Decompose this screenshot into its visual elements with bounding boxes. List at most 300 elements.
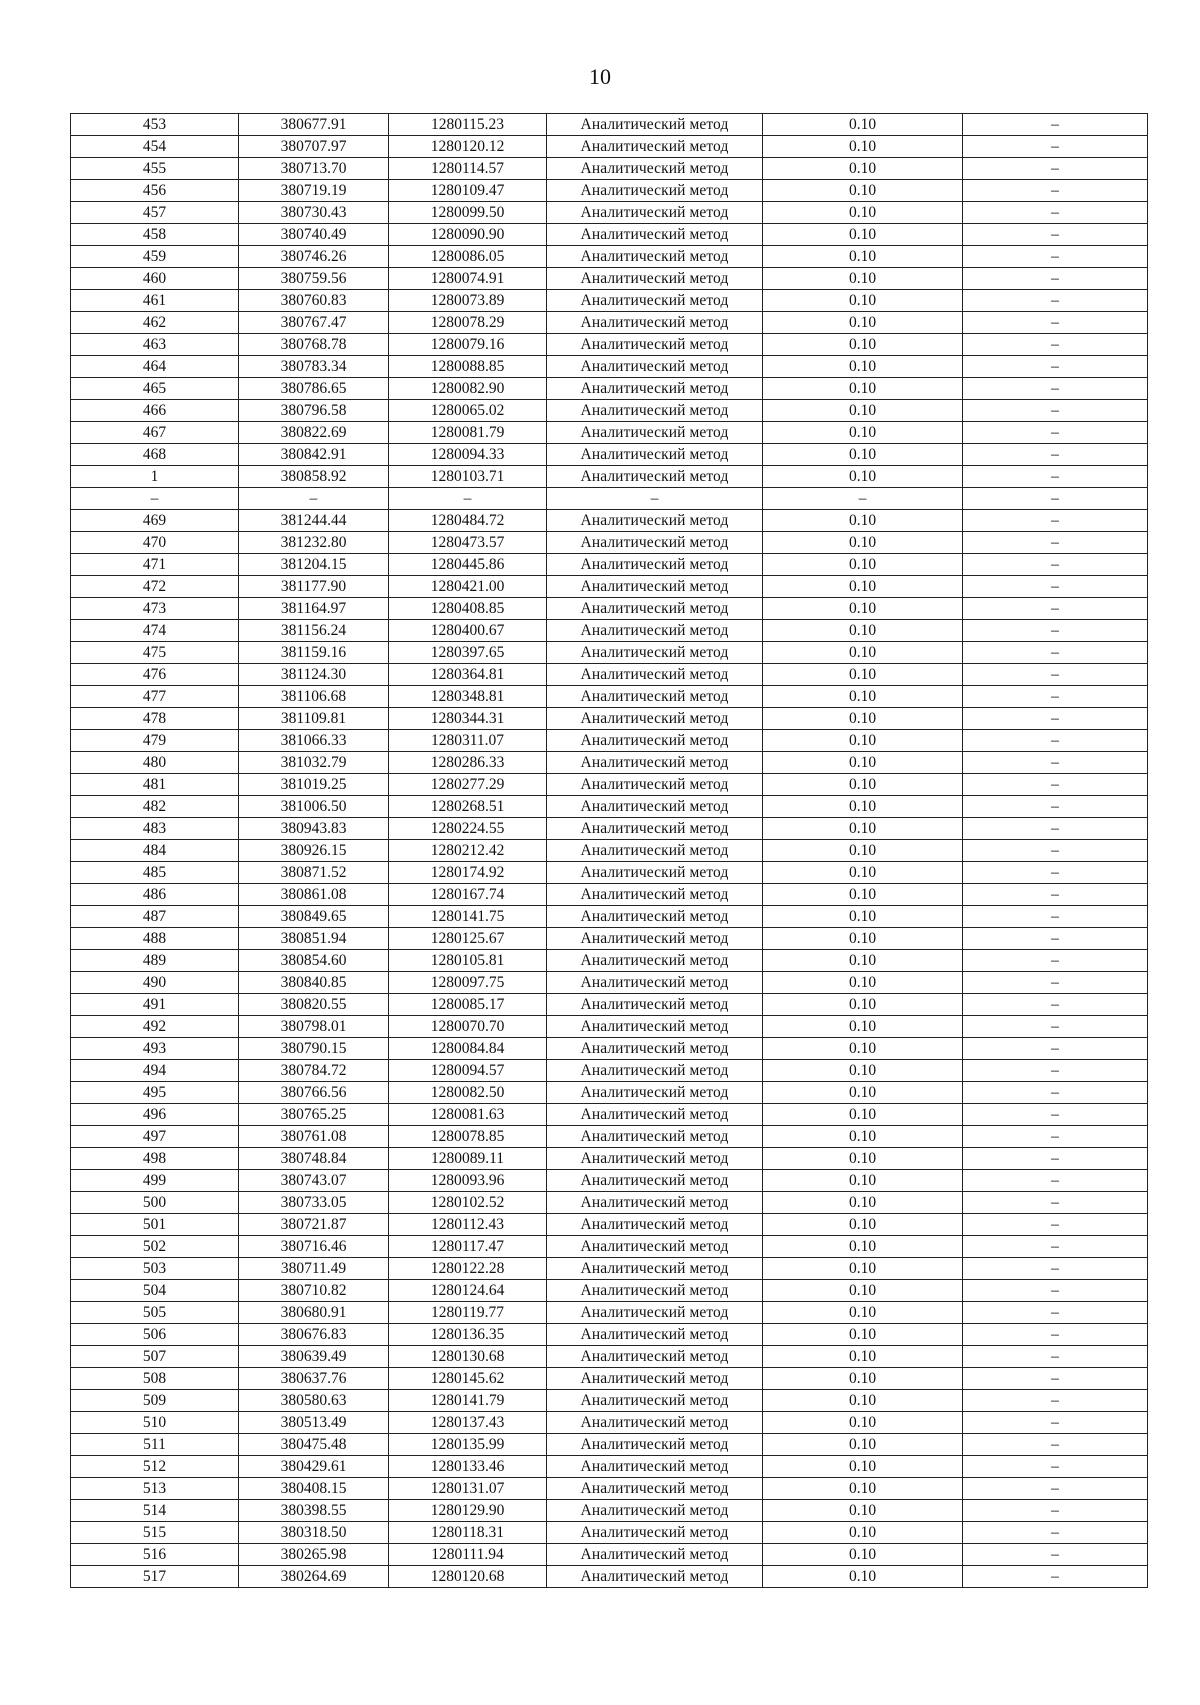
table-body	[71, 114, 1148, 1588]
y-coordinate-cell: 1280348.81	[389, 686, 547, 708]
table-row	[71, 1038, 1148, 1060]
method-cell: Аналитический метод	[547, 928, 763, 950]
table-row	[71, 884, 1148, 906]
table-row	[71, 356, 1148, 378]
method-cell: Аналитический метод	[547, 774, 763, 796]
point-number-cell: 477	[71, 686, 239, 708]
point-number-cell: 478	[71, 708, 239, 730]
table-row	[71, 1016, 1148, 1038]
method-cell: Аналитический метод	[547, 950, 763, 972]
y-coordinate-cell: 1280311.07	[389, 730, 547, 752]
note-cell: –	[963, 708, 1148, 730]
y-coordinate-cell: 1280085.17	[389, 994, 547, 1016]
method-cell: Аналитический метод	[547, 1236, 763, 1258]
x-coordinate-cell: 380716.46	[239, 1236, 389, 1258]
accuracy-cell: 0.10	[763, 466, 963, 488]
table-row	[71, 290, 1148, 312]
table-row	[71, 114, 1148, 136]
point-number-cell: 506	[71, 1324, 239, 1346]
note-cell: –	[963, 488, 1148, 510]
x-coordinate-cell: 380710.82	[239, 1280, 389, 1302]
accuracy-cell: 0.10	[763, 378, 963, 400]
y-coordinate-cell: 1280130.68	[389, 1346, 547, 1368]
method-cell: Аналитический метод	[547, 1016, 763, 1038]
method-cell: Аналитический метод	[547, 510, 763, 532]
x-coordinate-cell: 381032.79	[239, 752, 389, 774]
point-number-cell: 457	[71, 202, 239, 224]
y-coordinate-cell: 1280445.86	[389, 554, 547, 576]
x-coordinate-cell: 380713.70	[239, 158, 389, 180]
x-coordinate-cell: 381066.33	[239, 730, 389, 752]
note-cell: –	[963, 1060, 1148, 1082]
note-cell: –	[963, 1544, 1148, 1566]
note-cell: –	[963, 1236, 1148, 1258]
method-cell: Аналитический метод	[547, 1368, 763, 1390]
accuracy-cell: 0.10	[763, 444, 963, 466]
table-row	[71, 466, 1148, 488]
point-number-cell: 486	[71, 884, 239, 906]
x-coordinate-cell: 381106.68	[239, 686, 389, 708]
point-number-cell: 484	[71, 840, 239, 862]
method-cell: Аналитический метод	[547, 466, 763, 488]
x-coordinate-cell: 380264.69	[239, 1566, 389, 1588]
note-cell: –	[963, 884, 1148, 906]
table-row	[71, 1522, 1148, 1544]
accuracy-cell: 0.10	[763, 312, 963, 334]
accuracy-cell: 0.10	[763, 356, 963, 378]
accuracy-cell: 0.10	[763, 1478, 963, 1500]
y-coordinate-cell: 1280484.72	[389, 510, 547, 532]
table-row	[71, 1368, 1148, 1390]
coordinates-table	[70, 113, 1148, 1588]
point-number-cell: 485	[71, 862, 239, 884]
accuracy-cell: 0.10	[763, 752, 963, 774]
table-row	[71, 312, 1148, 334]
x-coordinate-cell: 380796.58	[239, 400, 389, 422]
point-number-cell: 483	[71, 818, 239, 840]
y-coordinate-cell: 1280125.67	[389, 928, 547, 950]
x-coordinate-cell: 380676.83	[239, 1324, 389, 1346]
x-coordinate-cell: 380858.92	[239, 466, 389, 488]
method-cell: Аналитический метод	[547, 1478, 763, 1500]
x-coordinate-cell: 381124.30	[239, 664, 389, 686]
point-number-cell: 502	[71, 1236, 239, 1258]
table-row	[71, 928, 1148, 950]
y-coordinate-cell: 1280131.07	[389, 1478, 547, 1500]
y-coordinate-cell: 1280224.55	[389, 818, 547, 840]
x-coordinate-cell: 380740.49	[239, 224, 389, 246]
accuracy-cell: 0.10	[763, 708, 963, 730]
method-cell: Аналитический метод	[547, 1302, 763, 1324]
note-cell: –	[963, 1412, 1148, 1434]
method-cell: Аналитический метод	[547, 708, 763, 730]
y-coordinate-cell: 1280133.46	[389, 1456, 547, 1478]
table-row	[71, 1280, 1148, 1302]
point-number-cell: 498	[71, 1148, 239, 1170]
y-coordinate-cell: 1280473.57	[389, 532, 547, 554]
note-cell: –	[963, 1214, 1148, 1236]
table-row	[71, 972, 1148, 994]
method-cell: Аналитический метод	[547, 378, 763, 400]
note-cell: –	[963, 906, 1148, 928]
y-coordinate-cell: 1280086.05	[389, 246, 547, 268]
point-number-cell: 517	[71, 1566, 239, 1588]
method-cell: Аналитический метод	[547, 1126, 763, 1148]
note-cell: –	[963, 1522, 1148, 1544]
method-cell: Аналитический метод	[547, 972, 763, 994]
method-cell: Аналитический метод	[547, 906, 763, 928]
method-cell: Аналитический метод	[547, 884, 763, 906]
x-coordinate-cell: 381204.15	[239, 554, 389, 576]
note-cell: –	[963, 114, 1148, 136]
table-row	[71, 268, 1148, 290]
note-cell: –	[963, 1280, 1148, 1302]
note-cell: –	[963, 532, 1148, 554]
y-coordinate-cell: 1280094.57	[389, 1060, 547, 1082]
point-number-cell: 471	[71, 554, 239, 576]
y-coordinate-cell: 1280277.29	[389, 774, 547, 796]
method-cell: Аналитический метод	[547, 158, 763, 180]
note-cell: –	[963, 1368, 1148, 1390]
table-row	[71, 730, 1148, 752]
table-row	[71, 950, 1148, 972]
point-number-cell: 454	[71, 136, 239, 158]
note-cell: –	[963, 862, 1148, 884]
method-cell: Аналитический метод	[547, 312, 763, 334]
x-coordinate-cell: 380842.91	[239, 444, 389, 466]
x-coordinate-cell: 380767.47	[239, 312, 389, 334]
accuracy-cell: 0.10	[763, 730, 963, 752]
x-coordinate-cell: 380861.08	[239, 884, 389, 906]
y-coordinate-cell: 1280105.81	[389, 950, 547, 972]
accuracy-cell: 0.10	[763, 950, 963, 972]
y-coordinate-cell: 1280141.79	[389, 1390, 547, 1412]
y-coordinate-cell: 1280212.42	[389, 840, 547, 862]
accuracy-cell: 0.10	[763, 862, 963, 884]
method-cell: Аналитический метод	[547, 1170, 763, 1192]
y-coordinate-cell: 1280078.85	[389, 1126, 547, 1148]
x-coordinate-cell: 381177.90	[239, 576, 389, 598]
y-coordinate-cell: 1280103.71	[389, 466, 547, 488]
accuracy-cell: 0.10	[763, 180, 963, 202]
accuracy-cell: 0.10	[763, 1082, 963, 1104]
x-coordinate-cell: 380871.52	[239, 862, 389, 884]
table-row	[71, 400, 1148, 422]
point-number-cell: 470	[71, 532, 239, 554]
x-coordinate-cell: 380475.48	[239, 1434, 389, 1456]
table-row	[71, 1456, 1148, 1478]
accuracy-cell: 0.10	[763, 202, 963, 224]
accuracy-cell: 0.10	[763, 774, 963, 796]
note-cell: –	[963, 378, 1148, 400]
point-number-cell: 466	[71, 400, 239, 422]
method-cell: Аналитический метод	[547, 1192, 763, 1214]
y-coordinate-cell: 1280421.00	[389, 576, 547, 598]
accuracy-cell: 0.10	[763, 532, 963, 554]
accuracy-cell: 0.10	[763, 994, 963, 1016]
table-row	[71, 202, 1148, 224]
note-cell: –	[963, 972, 1148, 994]
note-cell: –	[963, 1170, 1148, 1192]
x-coordinate-cell: –	[239, 488, 389, 510]
y-coordinate-cell: 1280344.31	[389, 708, 547, 730]
y-coordinate-cell: 1280090.90	[389, 224, 547, 246]
accuracy-cell: 0.10	[763, 554, 963, 576]
method-cell: Аналитический метод	[547, 136, 763, 158]
note-cell: –	[963, 576, 1148, 598]
accuracy-cell: 0.10	[763, 796, 963, 818]
point-number-cell: 516	[71, 1544, 239, 1566]
accuracy-cell: 0.10	[763, 840, 963, 862]
x-coordinate-cell: 380580.63	[239, 1390, 389, 1412]
point-number-cell: 479	[71, 730, 239, 752]
point-number-cell: 487	[71, 906, 239, 928]
table-row	[71, 576, 1148, 598]
point-number-cell: 453	[71, 114, 239, 136]
x-coordinate-cell: 380707.97	[239, 136, 389, 158]
note-cell: –	[963, 1434, 1148, 1456]
y-coordinate-cell: 1280120.12	[389, 136, 547, 158]
y-coordinate-cell: 1280109.47	[389, 180, 547, 202]
y-coordinate-cell: 1280145.62	[389, 1368, 547, 1390]
note-cell: –	[963, 312, 1148, 334]
table-row	[71, 1236, 1148, 1258]
x-coordinate-cell: 380721.87	[239, 1214, 389, 1236]
point-number-cell: 505	[71, 1302, 239, 1324]
accuracy-cell: 0.10	[763, 400, 963, 422]
accuracy-cell: 0.10	[763, 1346, 963, 1368]
accuracy-cell: –	[763, 488, 963, 510]
table-row	[71, 1258, 1148, 1280]
x-coordinate-cell: 381232.80	[239, 532, 389, 554]
table-row	[71, 422, 1148, 444]
note-cell: –	[963, 1126, 1148, 1148]
accuracy-cell: 0.10	[763, 1522, 963, 1544]
method-cell: Аналитический метод	[547, 862, 763, 884]
point-number-cell: 511	[71, 1434, 239, 1456]
method-cell: Аналитический метод	[547, 554, 763, 576]
x-coordinate-cell: 380790.15	[239, 1038, 389, 1060]
table-row	[71, 1104, 1148, 1126]
y-coordinate-cell: 1280400.67	[389, 620, 547, 642]
y-coordinate-cell: 1280081.63	[389, 1104, 547, 1126]
x-coordinate-cell: 380711.49	[239, 1258, 389, 1280]
method-cell: Аналитический метод	[547, 576, 763, 598]
x-coordinate-cell: 380639.49	[239, 1346, 389, 1368]
point-number-cell: 500	[71, 1192, 239, 1214]
y-coordinate-cell: 1280118.31	[389, 1522, 547, 1544]
table-row	[71, 1082, 1148, 1104]
point-number-cell: 507	[71, 1346, 239, 1368]
point-number-cell: 462	[71, 312, 239, 334]
y-coordinate-cell: 1280141.75	[389, 906, 547, 928]
point-number-cell: 468	[71, 444, 239, 466]
table-row	[71, 708, 1148, 730]
accuracy-cell: 0.10	[763, 1566, 963, 1588]
table-row	[71, 510, 1148, 532]
method-cell: Аналитический метод	[547, 1148, 763, 1170]
x-coordinate-cell: 380730.43	[239, 202, 389, 224]
note-cell: –	[963, 1346, 1148, 1368]
x-coordinate-cell: 380759.56	[239, 268, 389, 290]
method-cell: Аналитический метод	[547, 268, 763, 290]
accuracy-cell: 0.10	[763, 224, 963, 246]
note-cell: –	[963, 158, 1148, 180]
point-number-cell: 499	[71, 1170, 239, 1192]
method-cell: Аналитический метод	[547, 1346, 763, 1368]
x-coordinate-cell: 380677.91	[239, 114, 389, 136]
method-cell: Аналитический метод	[547, 818, 763, 840]
table-row	[71, 862, 1148, 884]
y-coordinate-cell: 1280097.75	[389, 972, 547, 994]
method-cell: Аналитический метод	[547, 994, 763, 1016]
method-cell: Аналитический метод	[547, 686, 763, 708]
x-coordinate-cell: 380748.84	[239, 1148, 389, 1170]
y-coordinate-cell: 1280073.89	[389, 290, 547, 312]
table-row	[71, 1192, 1148, 1214]
note-cell: –	[963, 928, 1148, 950]
accuracy-cell: 0.10	[763, 1390, 963, 1412]
table-row	[71, 1060, 1148, 1082]
method-cell: Аналитический метод	[547, 1038, 763, 1060]
y-coordinate-cell: 1280117.47	[389, 1236, 547, 1258]
note-cell: –	[963, 136, 1148, 158]
x-coordinate-cell: 380926.15	[239, 840, 389, 862]
method-cell: Аналитический метод	[547, 730, 763, 752]
x-coordinate-cell: 380854.60	[239, 950, 389, 972]
method-cell: Аналитический метод	[547, 1412, 763, 1434]
note-cell: –	[963, 1456, 1148, 1478]
accuracy-cell: 0.10	[763, 642, 963, 664]
accuracy-cell: 0.10	[763, 1016, 963, 1038]
y-coordinate-cell: –	[389, 488, 547, 510]
point-number-cell: 459	[71, 246, 239, 268]
note-cell: –	[963, 1192, 1148, 1214]
x-coordinate-cell: 380765.25	[239, 1104, 389, 1126]
y-coordinate-cell: 1280122.28	[389, 1258, 547, 1280]
x-coordinate-cell: 381156.24	[239, 620, 389, 642]
x-coordinate-cell: 380851.94	[239, 928, 389, 950]
x-coordinate-cell: 381109.81	[239, 708, 389, 730]
accuracy-cell: 0.10	[763, 598, 963, 620]
method-cell: Аналитический метод	[547, 1082, 763, 1104]
x-coordinate-cell: 381006.50	[239, 796, 389, 818]
y-coordinate-cell: 1280089.11	[389, 1148, 547, 1170]
table-row	[71, 334, 1148, 356]
note-cell: –	[963, 1104, 1148, 1126]
note-cell: –	[963, 1478, 1148, 1500]
x-coordinate-cell: 381244.44	[239, 510, 389, 532]
y-coordinate-cell: 1280135.99	[389, 1434, 547, 1456]
point-number-cell: 491	[71, 994, 239, 1016]
method-cell: Аналитический метод	[547, 1456, 763, 1478]
y-coordinate-cell: 1280074.91	[389, 268, 547, 290]
point-number-cell: 488	[71, 928, 239, 950]
y-coordinate-cell: 1280065.02	[389, 400, 547, 422]
y-coordinate-cell: 1280088.85	[389, 356, 547, 378]
method-cell: Аналитический метод	[547, 1214, 763, 1236]
method-cell: Аналитический метод	[547, 840, 763, 862]
method-cell: Аналитический метод	[547, 246, 763, 268]
table-row	[71, 598, 1148, 620]
point-number-cell: 1	[71, 466, 239, 488]
method-cell: Аналитический метод	[547, 1324, 763, 1346]
accuracy-cell: 0.10	[763, 1544, 963, 1566]
method-cell: Аналитический метод	[547, 356, 763, 378]
accuracy-cell: 0.10	[763, 928, 963, 950]
y-coordinate-cell: 1280397.65	[389, 642, 547, 664]
y-coordinate-cell: 1280111.94	[389, 1544, 547, 1566]
accuracy-cell: 0.10	[763, 1192, 963, 1214]
table-row	[71, 906, 1148, 928]
x-coordinate-cell: 380798.01	[239, 1016, 389, 1038]
point-number-cell: 472	[71, 576, 239, 598]
table-row	[71, 994, 1148, 1016]
accuracy-cell: 0.10	[763, 114, 963, 136]
point-number-cell: 504	[71, 1280, 239, 1302]
accuracy-cell: 0.10	[763, 1280, 963, 1302]
note-cell: –	[963, 796, 1148, 818]
method-cell: Аналитический метод	[547, 202, 763, 224]
accuracy-cell: 0.10	[763, 1258, 963, 1280]
point-number-cell: 495	[71, 1082, 239, 1104]
accuracy-cell: 0.10	[763, 1434, 963, 1456]
point-number-cell: 515	[71, 1522, 239, 1544]
table-row	[71, 1324, 1148, 1346]
x-coordinate-cell: 380746.26	[239, 246, 389, 268]
y-coordinate-cell: 1280070.70	[389, 1016, 547, 1038]
note-cell: –	[963, 1148, 1148, 1170]
point-number-cell: 465	[71, 378, 239, 400]
note-cell: –	[963, 246, 1148, 268]
accuracy-cell: 0.10	[763, 1236, 963, 1258]
method-cell: Аналитический метод	[547, 796, 763, 818]
note-cell: –	[963, 224, 1148, 246]
x-coordinate-cell: 380786.65	[239, 378, 389, 400]
point-number-cell: 460	[71, 268, 239, 290]
accuracy-cell: 0.10	[763, 1038, 963, 1060]
table-row	[71, 1544, 1148, 1566]
x-coordinate-cell: 380513.49	[239, 1412, 389, 1434]
method-cell: Аналитический метод	[547, 642, 763, 664]
table-row	[71, 1148, 1148, 1170]
method-cell: Аналитический метод	[547, 752, 763, 774]
point-number-cell: 480	[71, 752, 239, 774]
y-coordinate-cell: 1280408.85	[389, 598, 547, 620]
accuracy-cell: 0.10	[763, 1170, 963, 1192]
method-cell: Аналитический метод	[547, 664, 763, 686]
table-row	[71, 444, 1148, 466]
method-cell: Аналитический метод	[547, 1544, 763, 1566]
point-number-cell: 508	[71, 1368, 239, 1390]
note-cell: –	[963, 554, 1148, 576]
x-coordinate-cell: 380840.85	[239, 972, 389, 994]
y-coordinate-cell: 1280082.90	[389, 378, 547, 400]
x-coordinate-cell: 380784.72	[239, 1060, 389, 1082]
point-number-cell: 492	[71, 1016, 239, 1038]
table-row	[71, 1346, 1148, 1368]
point-number-cell: 514	[71, 1500, 239, 1522]
x-coordinate-cell: 381164.97	[239, 598, 389, 620]
x-coordinate-cell: 380849.65	[239, 906, 389, 928]
point-number-cell: 469	[71, 510, 239, 532]
note-cell: –	[963, 510, 1148, 532]
y-coordinate-cell: 1280084.84	[389, 1038, 547, 1060]
y-coordinate-cell: 1280119.77	[389, 1302, 547, 1324]
x-coordinate-cell: 380680.91	[239, 1302, 389, 1324]
accuracy-cell: 0.10	[763, 1060, 963, 1082]
table-row	[71, 840, 1148, 862]
